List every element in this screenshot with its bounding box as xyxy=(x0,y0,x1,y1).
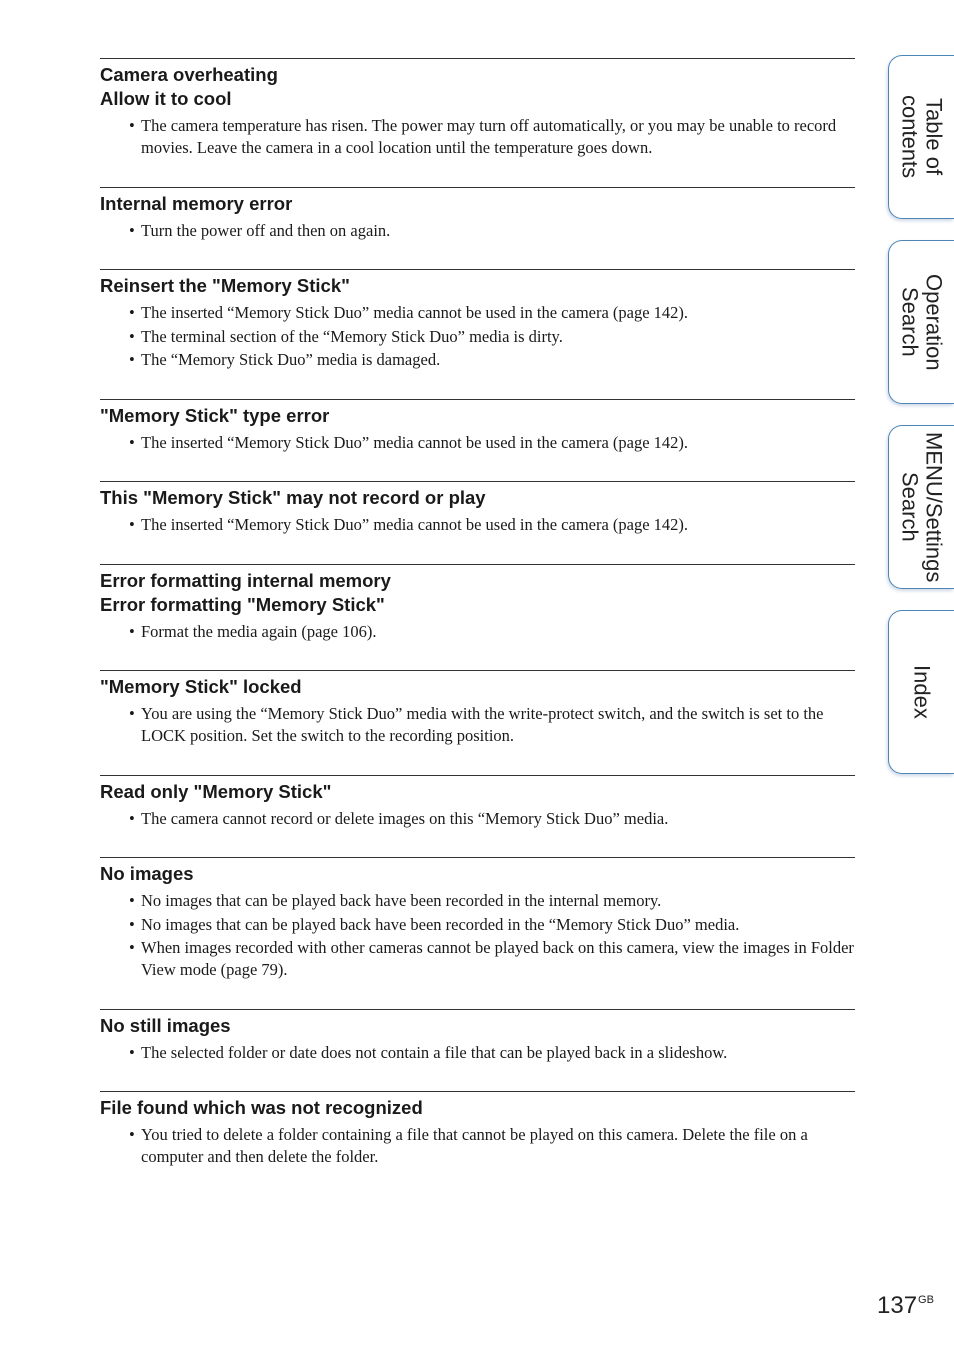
bullet-list xyxy=(100,220,855,242)
section-title: "Memory Stick" locked xyxy=(100,676,302,697)
section-title: File found which was not recognized xyxy=(100,1097,423,1118)
bullet-item: • The inserted “Memory Stick Duo” media cannot be used in the camera (page 142). xyxy=(100,514,855,536)
section-memory-stick-locked xyxy=(100,670,855,775)
tab-label: Operation Search xyxy=(897,273,947,371)
section-camera-overheating xyxy=(100,58,855,187)
bullet-item: • No images that can be played back have been recorded in the “Memory Stick Duo” media. xyxy=(100,914,855,936)
section-error-formatting xyxy=(100,564,855,671)
section-read-only-memory-stick xyxy=(100,775,855,858)
bullet-list xyxy=(100,514,855,536)
section-title: Internal memory error xyxy=(100,192,293,214)
section-title: No images xyxy=(100,863,194,884)
section-title: Reinsert the "Memory Stick" xyxy=(100,275,350,296)
bullet-list xyxy=(100,890,855,981)
section-no-still-images xyxy=(100,1009,855,1092)
section-title: Read only "Memory Stick" xyxy=(100,780,332,802)
bullet-item: • When images recorded with other cameras cannot be played back on this camera, view the images in Folder View mode (page 79). xyxy=(100,937,855,981)
tab-table-of-contents[interactable] xyxy=(888,55,954,219)
bullet-list xyxy=(100,1124,855,1168)
bullet-list xyxy=(100,1042,855,1064)
page-number-suffix: GB xyxy=(918,1294,934,1306)
section-memory-stick-type-error xyxy=(100,399,855,482)
troubleshooting-content xyxy=(100,58,855,1196)
tab-label: Table of contents xyxy=(897,95,947,179)
section-title: This "Memory Stick" may not record or play xyxy=(100,487,486,508)
section-title: Allow it to cool xyxy=(100,88,232,109)
bullet-list xyxy=(100,703,855,747)
bullet-item: • The selected folder or date does not contain a file that can be played back in a slideshow. xyxy=(100,1042,855,1064)
bullet-item: • The inserted “Memory Stick Duo” media cannot be used in the camera (page 142). xyxy=(100,302,855,324)
bullet-item: • No images that can be played back have been recorded in the internal memory. xyxy=(100,890,855,912)
section-title: Error formatting "Memory Stick" xyxy=(100,593,385,615)
bullet-item: • Format the media again (page 106). xyxy=(100,621,855,643)
bullet-item: • You are using the “Memory Stick Duo” media with the write-protect switch, and the switch is set to the LOCK position. Set the switch to the recording position. xyxy=(100,703,855,747)
bullet-item: • Turn the power off and then on again. xyxy=(100,220,855,242)
tab-index[interactable] xyxy=(888,610,954,774)
section-internal-memory-error xyxy=(100,187,855,270)
bullet-item: • You tried to delete a folder containing a file that cannot be played on this camera. Delete the file on a computer and then delete the folder. xyxy=(100,1124,855,1168)
section-title: Error formatting internal memory xyxy=(100,569,391,591)
section-title: "Memory Stick" type error xyxy=(100,404,330,426)
section-file-not-recognized xyxy=(100,1091,855,1196)
page-number-value: 137 xyxy=(877,1292,918,1319)
bullet-item: • The camera temperature has risen. The power may turn off automatically, or you may be unable to record movies. Leave the camera in a cool location until the temperature goes down. xyxy=(100,115,855,159)
section-title: No still images xyxy=(100,1014,231,1036)
tab-operation-search[interactable] xyxy=(888,240,954,404)
bullet-item: • The inserted “Memory Stick Duo” media cannot be used in the camera (page 142). xyxy=(100,432,855,454)
section-no-images xyxy=(100,857,855,1009)
bullet-list xyxy=(100,115,855,159)
bullet-list xyxy=(100,432,855,454)
tab-menu-settings-search[interactable] xyxy=(888,425,954,589)
bullet-item: • The terminal section of the “Memory Stick Duo” media is dirty. xyxy=(100,326,855,348)
bullet-item: • The “Memory Stick Duo” media is damaged. xyxy=(100,349,855,371)
bullet-list xyxy=(100,621,855,643)
section-reinsert-memory-stick xyxy=(100,269,855,399)
page-number xyxy=(877,1292,934,1320)
bullet-list xyxy=(100,808,855,830)
section-title: Camera overheating xyxy=(100,64,278,85)
tab-label: MENU/Settings Search xyxy=(897,431,947,583)
tab-label: Index xyxy=(909,665,935,719)
bullet-item: • The camera cannot record or delete images on this “Memory Stick Duo” media. xyxy=(100,808,855,830)
section-may-not-record-or-play xyxy=(100,481,855,564)
bullet-list xyxy=(100,302,855,371)
